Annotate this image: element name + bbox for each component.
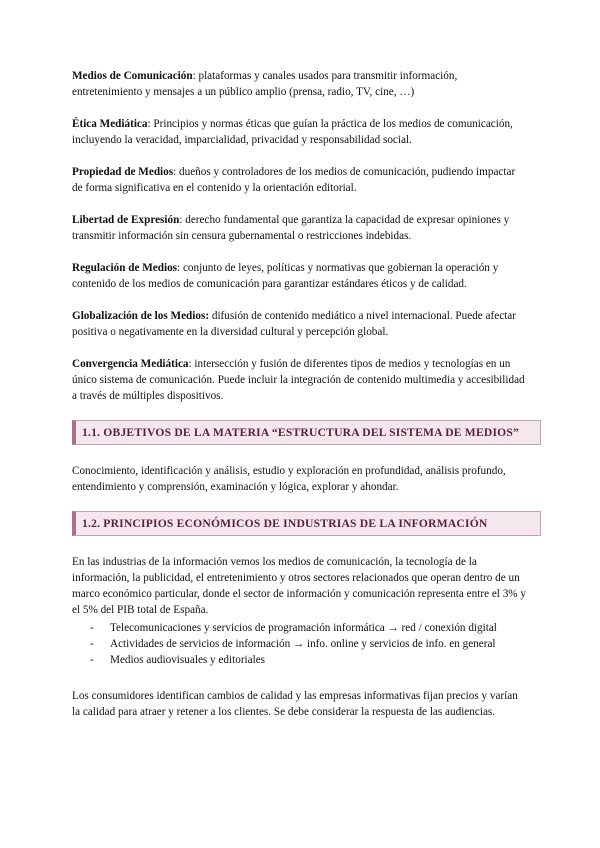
section-heading-principios-economicos: 1.2. PRINCIPIOS ECONÓMICOS DE INDUSTRIAS DE LA INFORMACIÓN bbox=[72, 511, 541, 536]
section-objetivos-paragraph: Conocimiento, identificación y análisis, estudio y exploración en profundidad, análisis profundo, entendimiento y comprensión, examinación y lógica, explorar y ahondar. bbox=[72, 465, 506, 493]
definition-separator: : bbox=[192, 70, 196, 82]
list-item bbox=[90, 620, 528, 636]
definition-convergencia-mediatica bbox=[72, 356, 528, 404]
definition-separator: : bbox=[188, 358, 192, 370]
definition-text: Principios y normas éticas que guían la práctica de los medios de comunicación, incluyendo la veracidad, imparcialidad, privacidad y responsabilidad social. bbox=[72, 118, 513, 146]
definition-text: difusión de contenido mediático a nivel internacional. Puede afectar positiva o negativamente en la diversidad cultural y percepción global. bbox=[72, 310, 516, 338]
definition-separator: : bbox=[179, 214, 183, 226]
definition-globalizacion-de-los-medios bbox=[72, 308, 528, 340]
definition-text: intersección y fusión de diferentes tipos de medios y tecnologías en un único sistema de comunicación. Puede incluir la integración de contenido multimedia y accesibilidad a través de múltiples dispositivos. bbox=[72, 358, 525, 402]
definition-term: Ética Mediática bbox=[72, 118, 148, 130]
list-item-text: Actividades de servicios de información → info. online y servicios de info. en general bbox=[110, 638, 496, 650]
definition-term: Propiedad de Medios bbox=[72, 166, 174, 178]
definition-separator: : bbox=[147, 118, 151, 130]
definition-term: Libertad de Expresión bbox=[72, 214, 180, 226]
section-principios-intro: En las industrias de la información vemos los medios de comunicación, la tecnología de la información, la publicidad, el entretenimiento y otros sectores relacionados que operan dentro de un marco económico particular, donde el sector de información y comunicación representa entre el 3% y el 5% del PIB total de España. bbox=[72, 556, 527, 616]
definition-etica-mediatica bbox=[72, 116, 528, 148]
definition-regulacion-de-medios bbox=[72, 260, 528, 292]
bullet-marker: - bbox=[90, 654, 94, 666]
definition-term: Globalización de los Medios: bbox=[72, 310, 210, 322]
list-item bbox=[90, 652, 528, 668]
bullet-list bbox=[72, 620, 528, 668]
section-principios-closing: Los consumidores identifican cambios de calidad y las empresas informativas fijan precios y varían la calidad para atraer y retener a los clientes. Se debe considerar la respuesta de las audiencias. bbox=[72, 690, 518, 718]
bullet-marker: - bbox=[90, 622, 94, 634]
definition-separator: : bbox=[173, 166, 177, 178]
definition-text: derecho fundamental que garantiza la capacidad de expresar opiniones y transmitir información sin censura gubernamental o restricciones indebidas. bbox=[72, 214, 510, 242]
definition-medios-de-comunicacion bbox=[72, 68, 528, 100]
definition-term: Medios de Comunicación bbox=[72, 70, 193, 82]
definition-text: conjunto de leyes, políticas y normativas que gobiernan la operación y contenido de los medios de comunicación para garantizar estándares éticos y de calidad. bbox=[72, 262, 499, 290]
list-item bbox=[90, 636, 528, 652]
list-item-text: Telecomunicaciones y servicios de programación informática → red / conexión digital bbox=[110, 622, 497, 634]
section-heading-objetivos: 1.1. OBJETIVOS DE LA MATERIA “ESTRUCTURA DEL SISTEMA DE MEDIOS” bbox=[72, 420, 541, 445]
definition-libertad-de-expresion bbox=[72, 212, 528, 244]
definition-propiedad-de-medios bbox=[72, 164, 528, 196]
definition-term: Convergencia Mediática bbox=[72, 358, 189, 370]
definition-separator: : bbox=[177, 262, 181, 274]
list-item-text: Medios audiovisuales y editoriales bbox=[110, 654, 266, 666]
definition-text: plataformas y canales usados para transmitir información, entretenimiento y mensajes a un público amplio (prensa, radio, TV, cine, …) bbox=[72, 70, 458, 98]
definition-text: dueños y controladores de los medios de comunicación, pudiendo impactar de forma significativa en el contenido y la orientación editorial. bbox=[72, 166, 516, 194]
bullet-marker: - bbox=[90, 638, 94, 650]
definition-term: Regulación de Medios bbox=[72, 262, 178, 274]
